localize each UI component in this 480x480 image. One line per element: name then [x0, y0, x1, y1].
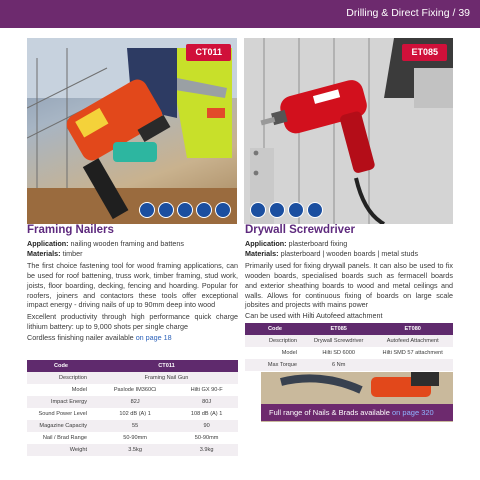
framing-nailers-description	[27, 239, 238, 343]
ppe-icons	[250, 202, 323, 218]
code-header: Code	[27, 360, 95, 372]
table-row: Sound Power Level 102 dB (A) 1 108 dB (A) 1	[38, 411, 223, 417]
table-row: Nail / Brad Range 50-90mm 50-90mm	[42, 435, 219, 441]
table-row: Weight 3.5kg 3.9kg	[27, 444, 238, 456]
banner-text: Full range of Nails & Brads available	[269, 408, 390, 417]
header-bar	[0, 0, 480, 28]
framing-nailer-illustration	[27, 38, 237, 224]
gloves-icon	[288, 202, 304, 218]
page-title: Drilling & Direct Fixing / 39	[346, 7, 470, 19]
ppe-icons	[139, 202, 231, 218]
table-row: Description Framing Nail Gun	[27, 372, 238, 384]
ear-protection-icon	[158, 202, 174, 218]
drywall-screwdriver-spec-table	[245, 323, 453, 371]
table-row: Impact Energy 82J 80J	[27, 396, 238, 408]
materials-text: plasterboard | wooden boards | metal studs	[280, 248, 419, 258]
drywall-screwdriver-description	[245, 239, 453, 321]
application-label: Application:	[245, 239, 287, 248]
materials-text: timber	[62, 248, 83, 258]
et085-header: ET085	[305, 323, 372, 335]
product-code-badge: ET085	[402, 44, 447, 61]
framing-nailer-photo	[27, 38, 237, 224]
application-text: plasterboard fixing	[288, 239, 348, 248]
application-label: Application:	[27, 239, 69, 248]
safety-glasses-icon	[177, 202, 193, 218]
framing-nailers-title: Framing Nailers	[27, 224, 114, 236]
code-header: Code	[245, 323, 305, 335]
drywall-screwdriver-title: Drywall Screwdriver	[245, 224, 355, 236]
table-row: Description Drywall Screwdriver Autofeed Attachment	[245, 335, 453, 347]
gloves-icon	[196, 202, 212, 218]
table-row: Model Hilti SD 6000 Hilti SMD 57 attachment	[281, 350, 443, 356]
table-row: Max Torque 6 Nm	[245, 359, 453, 371]
drywall-screwdriver-illustration	[244, 38, 453, 224]
nailer-note: Cordless finishing nailer available	[27, 333, 134, 343]
battery-paragraph: Excellent productivity through high performance quick charge lithium battery: up to 9,000 shots per single charge	[27, 312, 238, 332]
et080-header: ET080	[372, 323, 453, 335]
materials-label: Materials:	[245, 248, 279, 258]
nails-range-banner	[261, 404, 453, 421]
drywall-screwdriver-photo	[244, 38, 453, 224]
table-row: Magazine Capacity 55 90	[27, 420, 238, 432]
boots-icon	[307, 202, 323, 218]
materials-label: Materials:	[27, 248, 61, 258]
framing-nailers-spec-table	[27, 360, 238, 456]
boots-icon	[215, 202, 231, 218]
page-320-link[interactable]: on page 320	[392, 408, 434, 417]
description-paragraph: The first choice fastening tool for wood framing applications, can be used for roof battening, truss work, timber framing, stud work, joists, floor boarding, decking, fencing and hoarding. Popular for roofers, joiners and contactors these tools offer exceptional impact energy - driving nails of up to 90mm deep into wood	[27, 260, 238, 310]
table-row: Model Paslode IM360Ci Hilti GX 90-F	[71, 387, 223, 393]
description-paragraph: Primarily used for fixing drywall panels. It can also be used to fix wooden boards, specialised boards such as fermacell boards and exterior sheathing boards to wood and metal ceilings and walls. Allows for continuous fixing of boards on large scale jobsites and projects with mains power	[245, 260, 453, 310]
ear-protection-icon	[269, 202, 285, 218]
autofeed-paragraph: Can be used with Hilti Autofeed attachment	[245, 311, 383, 321]
page-18-link[interactable]: on page 18	[135, 333, 172, 343]
code-value-header: CT011	[95, 360, 238, 372]
product-code-badge: CT011	[186, 44, 231, 61]
application-text: nailing wooden framing and battens	[70, 239, 185, 248]
face-shield-icon	[139, 202, 155, 218]
face-shield-icon	[250, 202, 266, 218]
